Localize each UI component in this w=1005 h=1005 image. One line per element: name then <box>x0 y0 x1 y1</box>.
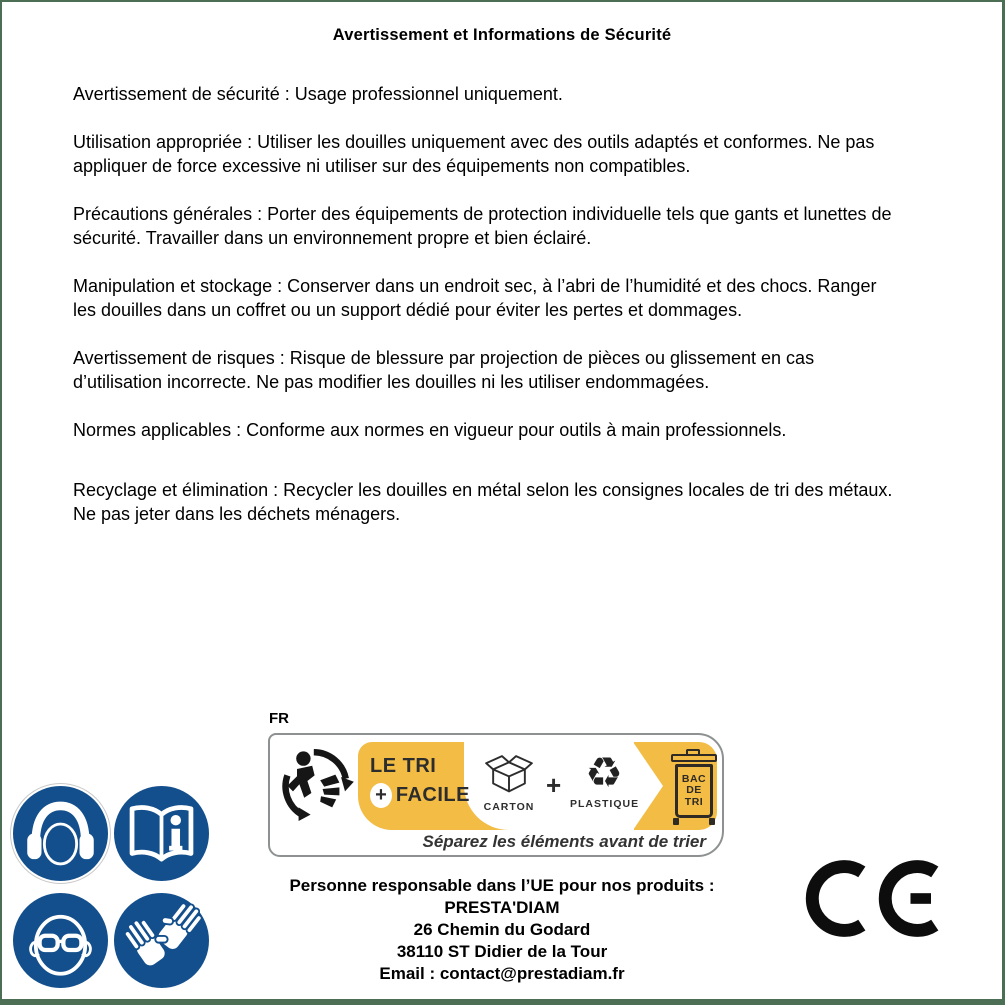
bin-label-line3: TRI <box>684 795 704 808</box>
read-instruction-manual-icon <box>114 786 209 881</box>
paragraph-general-precautions: Précautions générales : Porter des équipements de protection individuelle tels que gants et lunettes de sécurité. Travailler dans un environnement propre et bien éclairé. <box>73 204 892 248</box>
paragraph-safety-warning: Avertissement de sécurité : Usage professionnel uniquement. <box>73 84 563 104</box>
paragraph-recycling: Recyclage et élimination : Recycler les douilles en métal selon les consignes locales de tri des métaux. Ne pas jeter dans les déchets ménagers. <box>73 480 893 524</box>
paragraph-handling-storage: Manipulation et stockage : Conserver dans un endroit sec, à l’abri de l’humidité et des chocs. Ranger les douilles dans un coffret ou un support dédié pour éviter les pertes et dommages. <box>73 276 877 320</box>
safety-paragraphs <box>73 82 901 550</box>
materials-plus-sign: + <box>546 770 562 800</box>
responsible-person-block <box>232 875 772 985</box>
wear-eye-protection-icon <box>13 893 108 988</box>
plus-circle-icon: + <box>370 783 392 808</box>
triman-recycling-icon <box>277 743 357 827</box>
company-name: PRESTA'DIAM <box>444 898 560 917</box>
paragraph-risk-warning: Avertissement de risques : Risque de blessure par projection de pièces ou glissement en cas d’utilisation incorrecte. Ne pas modifier les douilles ni les utiliser endommagées. <box>73 348 815 392</box>
responsible-heading: Personne responsable dans l’UE pour nos produits : <box>289 876 715 895</box>
page-title: Avertissement et Informations de Sécurité <box>332 26 672 44</box>
material-plastique-label: PLASTIQUE <box>570 798 640 810</box>
info-tri-footer-text: Séparez les éléments avant de trier <box>422 832 706 851</box>
wear-protective-gloves-icon <box>114 893 209 988</box>
headline-line2: FACILE <box>395 784 470 806</box>
cardboard-box-icon <box>480 750 538 794</box>
address-line2: 38110 ST Didier de la Tour <box>396 942 608 961</box>
le-tri-facile-headline <box>370 755 470 808</box>
country-code-label: FR <box>269 710 289 727</box>
address-line1: 26 Chemin du Godard <box>413 920 591 939</box>
recycling-triangle-icon: ♻ <box>585 749 623 796</box>
bin-label-line1: BAC <box>681 772 707 785</box>
info-tri-banner <box>358 742 717 830</box>
wear-ear-protection-icon <box>13 786 108 881</box>
material-plastique <box>570 750 638 810</box>
paragraph-applicable-standards: Normes applicables : Conforme aux normes en vigueur pour outils à main professionnels. <box>73 420 787 440</box>
bin-label-line2: DE <box>686 784 702 797</box>
ce-marking-icon <box>798 847 950 950</box>
headline-line1: LE TRI <box>370 755 437 777</box>
material-carton <box>474 750 544 813</box>
paragraph-appropriate-use: Utilisation appropriée : Utiliser les douilles uniquement avec des outils adaptés et conformes. Ne pas appliquer de force excessive ni utiliser sur des équipements non compatibles. <box>73 132 875 176</box>
email-line: Email : contact@prestadiam.fr <box>379 964 625 983</box>
sorting-bin-icon <box>671 749 717 825</box>
info-tri-label <box>268 733 724 857</box>
material-carton-label: CARTON <box>483 801 535 813</box>
